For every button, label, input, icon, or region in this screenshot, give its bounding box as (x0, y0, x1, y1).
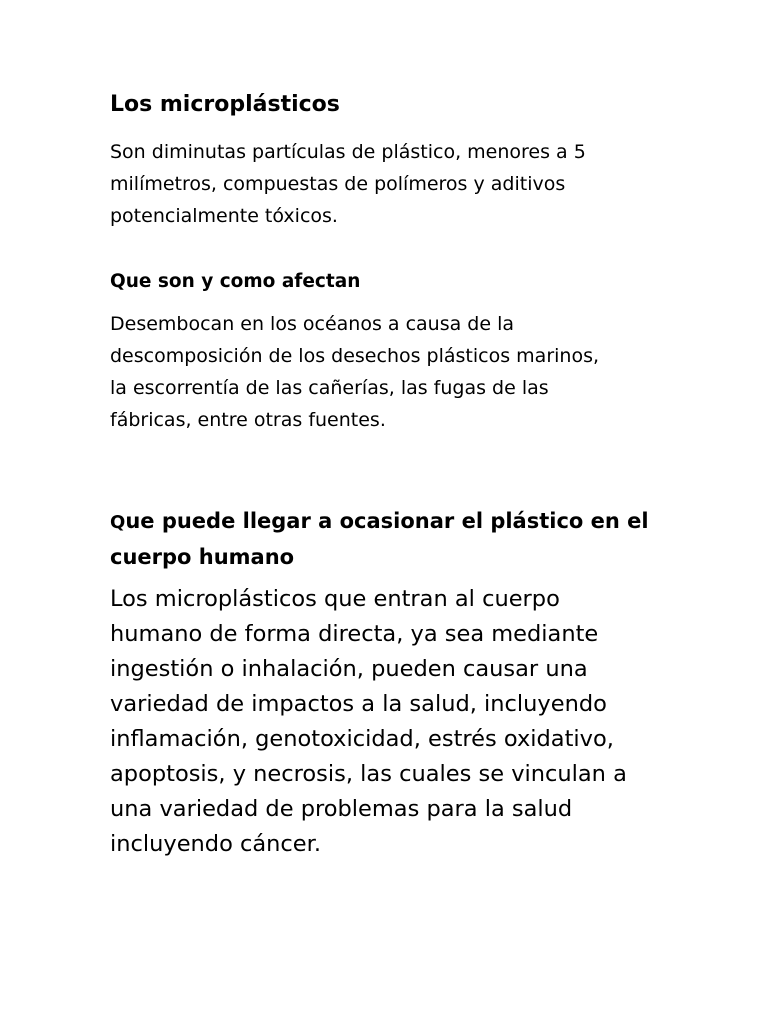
section-heading-efectos-cuerpo (110, 504, 690, 574)
section-body-origen: Desembocan en los océanos a causa de la descomposición de los desechos plásticos marinos, la escorrentía de las cañerías, las fugas de las fábricas, entre otras fuentes. (110, 313, 600, 431)
section-body-definicion: Son diminutas partículas de plástico, menores a 5 milímetros, compuestas de polímeros y aditivos potencialmente tóxicos. (110, 141, 586, 227)
heading-text: ue puede llegar a ocasionar el plástico en el cuerpo humano (110, 509, 649, 569)
section-heading-microplasticos: Los microplásticos (110, 92, 340, 117)
heading-initial-letter: Q (110, 512, 126, 533)
section-heading-que-son: Que son y como afectan (110, 271, 361, 292)
section-body-efectos: Los microplásticos que entran al cuerpo humano de forma directa, ya sea mediante ingestión o inhalación, pueden causar una variedad de impactos a la salud, incluyendo inflamación, genotoxicidad, estrés oxidativo, apoptosis, y necrosis, las cuales se vinculan a una variedad de problemas para la salud incluyendo cáncer. (110, 586, 627, 857)
